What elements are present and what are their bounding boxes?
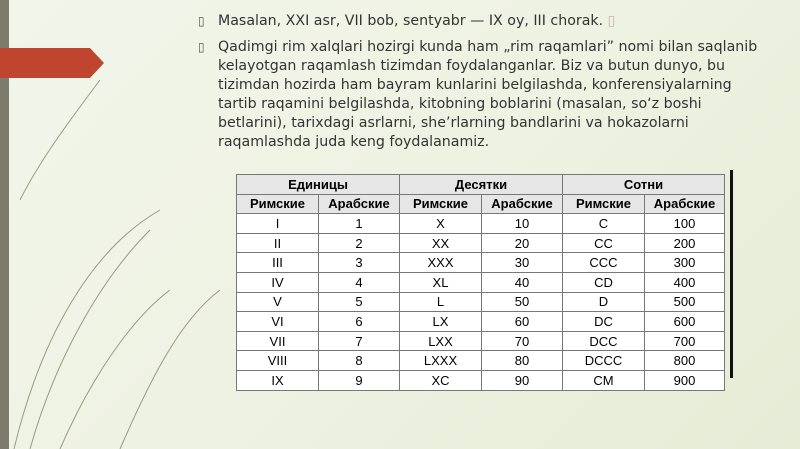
table-cell: C	[563, 214, 645, 234]
table-cell: DC	[563, 312, 645, 332]
bullet-item-2	[198, 38, 773, 152]
table-cell: 4	[319, 272, 400, 292]
table-cell: IV	[237, 272, 319, 292]
bullet-text: Qadimgi rim xalqlari hozirgi kunda ham „rim raqamlari” nomi bilan saqlanib kelayotgan raqamlash tizimdan foydalanganlar. Biz va butun dunyo, bu tizimdan hozirda ham bayram kunlarini belgilashda, konferensiyalarning tartib raqamini belgilashda, kitobning boblarini (masalan, so‘z boshi betlarini), tarixdagi asrlarni, she’rlarning bandlarini va hokazolarni raqamlashda juda keng foydalanamiz.	[218, 39, 758, 150]
table-row	[237, 370, 725, 390]
table-cell: IX	[237, 370, 319, 390]
table-cell: XL	[400, 272, 482, 292]
bullet-marker: ▯	[198, 40, 205, 54]
table-cell: 800	[645, 351, 725, 371]
table-cell: V	[237, 292, 319, 312]
bullet-marker: ▯	[198, 14, 205, 28]
table-cell: 8	[319, 351, 400, 371]
table-row	[237, 253, 725, 273]
table-cell: XC	[400, 370, 482, 390]
table-cell: CD	[563, 272, 645, 292]
table-cell: 50	[482, 292, 563, 312]
table-row	[237, 272, 725, 292]
table-cell: II	[237, 233, 319, 253]
table-subheader	[237, 194, 725, 214]
group-header-hundreds: Сотни	[563, 175, 725, 195]
table-cell: CC	[563, 233, 645, 253]
subheader-arabic: Арабские	[645, 194, 725, 214]
table-cell: 600	[645, 312, 725, 332]
table-cell: CCC	[563, 253, 645, 273]
table-row	[237, 214, 725, 234]
trailing-mark: ▯	[603, 13, 616, 29]
bullet-list	[198, 12, 773, 159]
table-cell: 9	[319, 370, 400, 390]
table-cell: CM	[563, 370, 645, 390]
table-cell: 500	[645, 292, 725, 312]
table-edge-bar	[730, 170, 733, 378]
table-cell: III	[237, 253, 319, 273]
table-row	[237, 351, 725, 371]
table-cell: 20	[482, 233, 563, 253]
table-cell: 10	[482, 214, 563, 234]
roman-numerals-table	[236, 174, 725, 391]
table-cell: 30	[482, 253, 563, 273]
table-cell: 1	[319, 214, 400, 234]
table-row	[237, 331, 725, 351]
table-cell: X	[400, 214, 482, 234]
accent-arrow	[0, 48, 104, 78]
group-header-units: Единицы	[237, 175, 400, 195]
table-cell: 6	[319, 312, 400, 332]
table-cell: 200	[645, 233, 725, 253]
decorative-lines	[14, 80, 220, 449]
subheader-arabic: Арабские	[319, 194, 400, 214]
table-cell: I	[237, 214, 319, 234]
subheader-roman: Римские	[400, 194, 482, 214]
table-cell: DCCC	[563, 351, 645, 371]
table-row	[237, 233, 725, 253]
table-cell: VI	[237, 312, 319, 332]
table-cell: LXXX	[400, 351, 482, 371]
table-cell: 70	[482, 331, 563, 351]
table-cell: DCC	[563, 331, 645, 351]
table-cell: 80	[482, 351, 563, 371]
bullet-text: Masalan, XXI asr, VII bob, sentyabr — IX oy, III chorak.	[218, 13, 604, 29]
table-cell: 3	[319, 253, 400, 273]
table-cell: 400	[645, 272, 725, 292]
table-cell: 2	[319, 233, 400, 253]
table-group-header	[237, 175, 725, 195]
group-header-tens: Десятки	[400, 175, 563, 195]
table-cell: LX	[400, 312, 482, 332]
table-cell: LXX	[400, 331, 482, 351]
table-cell: L	[400, 292, 482, 312]
table-cell: 900	[645, 370, 725, 390]
subheader-roman: Римские	[237, 194, 319, 214]
table-cell: 100	[645, 214, 725, 234]
table-cell: XXX	[400, 253, 482, 273]
subheader-roman: Римские	[563, 194, 645, 214]
table-row	[237, 312, 725, 332]
table-cell: 700	[645, 331, 725, 351]
table-cell: XX	[400, 233, 482, 253]
table-cell: 7	[319, 331, 400, 351]
table-cell: 5	[319, 292, 400, 312]
table-cell: 300	[645, 253, 725, 273]
table-cell: VIII	[237, 351, 319, 371]
table-cell: D	[563, 292, 645, 312]
table-cell: 40	[482, 272, 563, 292]
table-cell: VII	[237, 331, 319, 351]
subheader-arabic: Арабские	[482, 194, 563, 214]
table-cell: 60	[482, 312, 563, 332]
table-cell: 90	[482, 370, 563, 390]
bullet-item-1	[198, 12, 773, 31]
table-row	[237, 292, 725, 312]
